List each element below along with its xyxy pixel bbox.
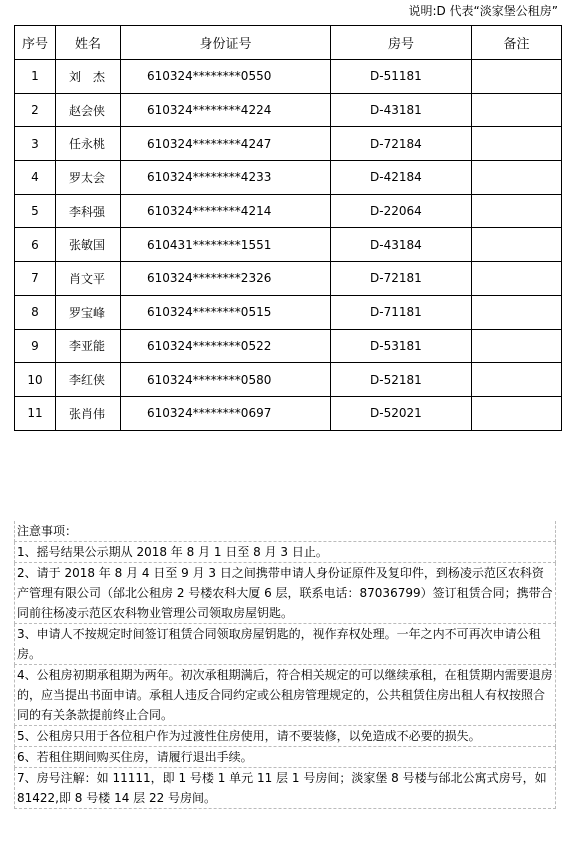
cell-id: 610324********2326 — [121, 262, 331, 296]
cell-id: 610431********1551 — [121, 228, 331, 262]
notes-title: 注意事项： — [14, 521, 556, 542]
note-item: 6、若租住期间购买住房，请履行退出手续。 — [14, 747, 556, 768]
cell-name: 刘 杰 — [56, 60, 121, 94]
cell-seq: 2 — [15, 93, 56, 127]
cell-remark — [472, 60, 562, 94]
header-remark: 备注 — [472, 26, 562, 60]
note-item: 5、公租房只用于各位租户作为过渡性住房使用，请不要装修，以免造成不必要的损失。 — [14, 726, 556, 747]
header-room: 房号 — [331, 26, 472, 60]
cell-remark — [472, 295, 562, 329]
header-seq: 序号 — [15, 26, 56, 60]
cell-room: D-72184 — [331, 127, 472, 161]
cell-name: 罗宝峰 — [56, 295, 121, 329]
header-id: 身份证号 — [121, 26, 331, 60]
cell-seq: 8 — [15, 295, 56, 329]
top-note: 说明:D 代表“淡家堡公租房” — [408, 4, 558, 18]
note-item: 7、房号注解：如 11111，即 1 号楼 1 单元 11 层 1 号房间；淡家堡 8 号楼与邰北公寓式房号，如 81422,即 8 号楼 14 层 22 号房间。 — [14, 768, 556, 809]
table-row — [15, 161, 562, 195]
cell-remark — [472, 93, 562, 127]
cell-id: 610324********4214 — [121, 194, 331, 228]
cell-room: D-52181 — [331, 363, 472, 397]
notes-section — [14, 521, 556, 860]
cell-seq: 10 — [15, 363, 56, 397]
note-item: 1、摇号结果公示期从 2018 年 8 月 1 日至 8 月 3 日止。 — [14, 542, 556, 563]
cell-name: 任永桃 — [56, 127, 121, 161]
cell-name: 赵会侠 — [56, 93, 121, 127]
table-row — [15, 396, 562, 430]
cell-room: D-42184 — [331, 161, 472, 195]
table-row — [15, 93, 562, 127]
cell-room: D-52021 — [331, 396, 472, 430]
cell-seq: 4 — [15, 161, 56, 195]
cell-name: 李红侠 — [56, 363, 121, 397]
cell-name: 罗太会 — [56, 161, 121, 195]
cell-room: D-22064 — [331, 194, 472, 228]
cell-seq: 9 — [15, 329, 56, 363]
cell-remark — [472, 363, 562, 397]
cell-id: 610324********0515 — [121, 295, 331, 329]
cell-id: 610324********0522 — [121, 329, 331, 363]
cell-seq: 1 — [15, 60, 56, 94]
note-item: 3、申请人不按规定时间签订租赁合同领取房屋钥匙的，视作弃权处理。一年之内不可再次申请公租房。 — [14, 624, 556, 665]
cell-room: D-53181 — [331, 329, 472, 363]
cell-remark — [472, 161, 562, 195]
cell-name: 肖文平 — [56, 262, 121, 296]
table-row — [15, 363, 562, 397]
cell-remark — [472, 262, 562, 296]
cell-remark — [472, 396, 562, 430]
cell-remark — [472, 329, 562, 363]
table-header-row — [15, 26, 562, 60]
allocation-table — [14, 25, 562, 431]
table-row — [15, 262, 562, 296]
note-item: 2、请于 2018 年 8 月 4 日至 9 月 3 日之间携带申请人身份证原件及复印件，到杨凌示范区农科资产管理有限公司（邰北公租房 2 号楼农科大厦 6 层，联系电话：87036799）签订租赁合同；携带合同前往杨凌示范区农科物业管理公司领取房屋钥匙。 — [14, 563, 556, 624]
cell-name: 张敏国 — [56, 228, 121, 262]
cell-id: 610324********0550 — [121, 60, 331, 94]
cell-id: 610324********0580 — [121, 363, 331, 397]
cell-seq: 7 — [15, 262, 56, 296]
table-row — [15, 295, 562, 329]
cell-seq: 5 — [15, 194, 56, 228]
cell-seq: 3 — [15, 127, 56, 161]
cell-name: 张肖伟 — [56, 396, 121, 430]
table-row — [15, 60, 562, 94]
cell-seq: 6 — [15, 228, 56, 262]
note-item: 4、公租房初期承租期为两年。初次承租期满后，符合相关规定的可以继续承租，在租赁期内需要退房的，应当提出书面申请。承租人违反合同约定或公租房管理规定的，公共租赁住房出租人有权按照合同的有关条款提前终止合同。 — [14, 665, 556, 726]
table-row — [15, 127, 562, 161]
table-row — [15, 329, 562, 363]
cell-id: 610324********0697 — [121, 396, 331, 430]
table-row — [15, 194, 562, 228]
cell-id: 610324********4247 — [121, 127, 331, 161]
cell-id: 610324********4224 — [121, 93, 331, 127]
header-name: 姓名 — [56, 26, 121, 60]
cell-seq: 11 — [15, 396, 56, 430]
cell-room: D-71181 — [331, 295, 472, 329]
cell-remark — [472, 194, 562, 228]
cell-remark — [472, 127, 562, 161]
cell-room: D-51181 — [331, 60, 472, 94]
cell-room: D-72181 — [331, 262, 472, 296]
cell-room: D-43184 — [331, 228, 472, 262]
cell-room: D-43181 — [331, 93, 472, 127]
cell-id: 610324********4233 — [121, 161, 331, 195]
cell-remark — [472, 228, 562, 262]
table-row — [15, 228, 562, 262]
cell-name: 李亚能 — [56, 329, 121, 363]
cell-name: 李科强 — [56, 194, 121, 228]
